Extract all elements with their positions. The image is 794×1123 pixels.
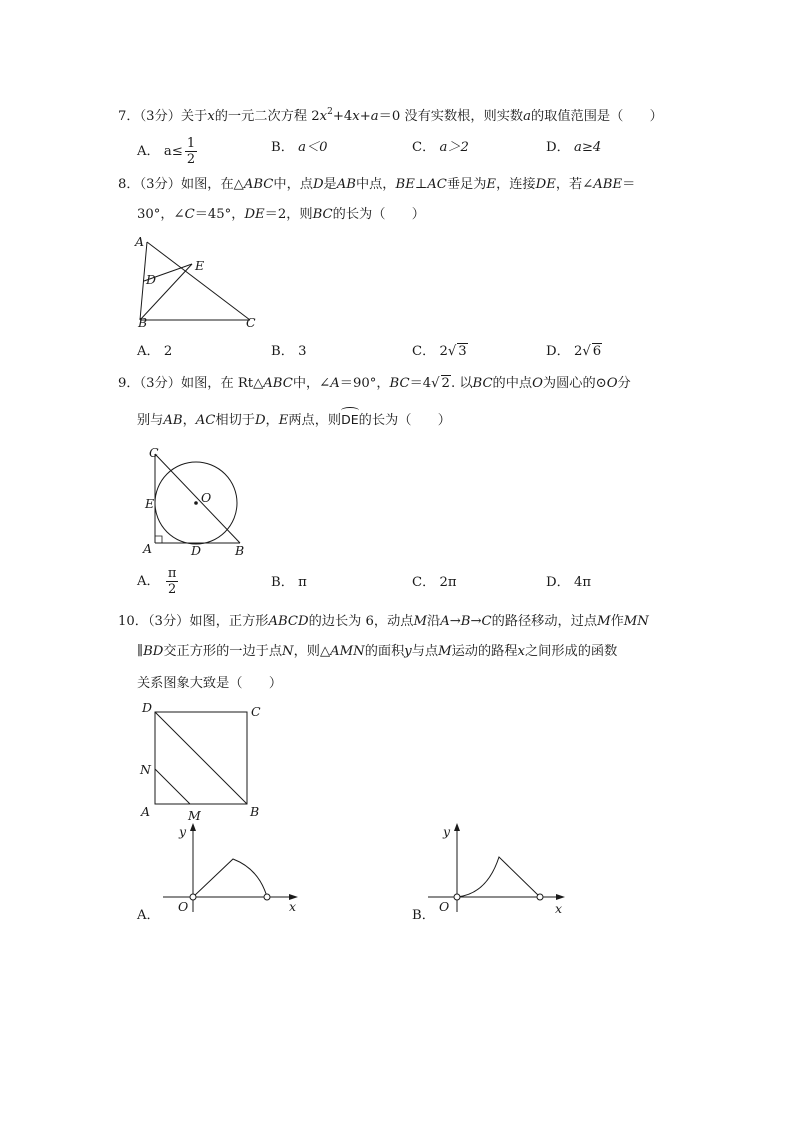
q7-option-c[interactable]: C． a＞2 bbox=[412, 140, 469, 155]
q9-option-a[interactable]: A． $\frac{\pi}{2}$ bbox=[137, 566, 177, 597]
label-a: A bbox=[143, 541, 153, 556]
q7-stem: 7．（3分）关于x的一元二次方程 $2x^2+4x+a=0$ 没有实数根，则实数a的取值范围是（ ） bbox=[118, 107, 663, 124]
open-point-end bbox=[264, 894, 270, 900]
q8-stem-line2: 30°，∠C＝45°，DE＝2，则BC的长为（ ） bbox=[137, 207, 425, 222]
q9-stem-line1: 9．（3分）如图，在 Rt△ABC中，∠A＝90°，BC＝4√ 2. 以BC的中点O为圆心的⊙O分 bbox=[118, 376, 631, 391]
q8-option-b[interactable]: B． 3 bbox=[271, 344, 307, 359]
label-m: M bbox=[188, 808, 201, 823]
open-point-end bbox=[537, 894, 543, 900]
label-e: E bbox=[195, 258, 205, 273]
y-arrow-icon bbox=[190, 823, 196, 831]
q10-option-a[interactable]: A． bbox=[137, 908, 160, 923]
arc-de: DE bbox=[341, 412, 359, 427]
q10-square-figure bbox=[135, 700, 265, 825]
label-b: B bbox=[138, 315, 148, 330]
axis-label-x: x bbox=[555, 901, 563, 916]
sqrt-sign: √ 3 bbox=[447, 344, 467, 359]
axis-label-y: y bbox=[443, 824, 451, 839]
sqrt-sign: √ 6 bbox=[582, 344, 602, 359]
q8-option-c[interactable]: C． 2√ 3 bbox=[412, 344, 467, 359]
q9-option-d[interactable]: D． 4π bbox=[546, 575, 592, 590]
q10-graph-a bbox=[160, 822, 305, 917]
axis-label-x: x bbox=[289, 899, 297, 914]
y-arrow-icon bbox=[454, 823, 460, 831]
q8-option-d[interactable]: D． 2√ 6 bbox=[546, 344, 602, 359]
center-dot bbox=[194, 501, 198, 505]
label-c: C bbox=[149, 445, 159, 460]
q10-stem-line1: 10．（3分）如图，正方形ABCD的边长为 6，动点M沿A→B→C的路径移动，过点M作MN bbox=[118, 614, 649, 629]
q8-stem-line1: 8．（3分）如图，在△ABC中，点D是AB中点，BE⊥AC垂足为E，连接DE，若∠ABE＝ bbox=[118, 177, 636, 192]
q9-option-c[interactable]: C． 2π bbox=[412, 575, 457, 590]
label-d: D bbox=[142, 700, 153, 715]
open-point-origin bbox=[190, 894, 196, 900]
graph-a-curve bbox=[193, 859, 267, 897]
label-c: C bbox=[251, 704, 261, 719]
q7-option-a[interactable]: A． a≤ $\frac{1}{2}$ bbox=[137, 136, 196, 167]
segment-ac bbox=[147, 242, 250, 320]
x-arrow-icon bbox=[556, 894, 565, 900]
q9-circle-figure bbox=[140, 446, 255, 561]
label-a: A bbox=[135, 234, 145, 249]
q9-stem-line2: 别与AB，AC相切于D，E两点，则DE的长为（ ） bbox=[137, 412, 451, 428]
fraction: $\frac{\pi}{2}$ bbox=[167, 566, 177, 597]
label-c: C bbox=[246, 315, 256, 330]
open-point-origin bbox=[454, 894, 460, 900]
label-a: A bbox=[141, 804, 151, 819]
label-b: B bbox=[235, 543, 245, 558]
label-b: B bbox=[250, 804, 260, 819]
q7-option-d[interactable]: D． a≥4 bbox=[546, 140, 602, 155]
q8-option-a[interactable]: A． 2 bbox=[137, 344, 173, 359]
graph-b-curve bbox=[457, 857, 540, 897]
label-d: D bbox=[146, 272, 157, 287]
label-n: N bbox=[140, 762, 151, 777]
q10-option-b[interactable]: B． bbox=[412, 908, 435, 923]
origin-label: O bbox=[439, 899, 450, 914]
q7-option-b[interactable]: B． a＜0 bbox=[271, 140, 328, 155]
diagonal-bd bbox=[155, 712, 247, 804]
q10-graph-b bbox=[425, 822, 570, 917]
axis-label-y: y bbox=[179, 824, 187, 839]
right-angle-mark bbox=[155, 536, 162, 543]
q9-option-b[interactable]: B． π bbox=[271, 575, 307, 590]
sqrt-sign: √ 2 bbox=[431, 376, 450, 391]
origin-label: O bbox=[178, 899, 189, 914]
fraction: $\frac{1}{2}$ bbox=[186, 136, 196, 167]
segment-mn bbox=[155, 769, 190, 804]
label-e: E bbox=[145, 496, 155, 511]
label-o: O bbox=[201, 490, 212, 505]
q10-stem-line2: ∥BD交正方形的一边于点N，则△AMN的面积y与点M运动的路程x之间形成的函数 bbox=[137, 644, 618, 659]
q8-triangle-figure bbox=[130, 232, 270, 332]
q10-stem-line3: 关系图象大致是（ ） bbox=[137, 676, 283, 691]
label-d: D bbox=[191, 543, 202, 558]
